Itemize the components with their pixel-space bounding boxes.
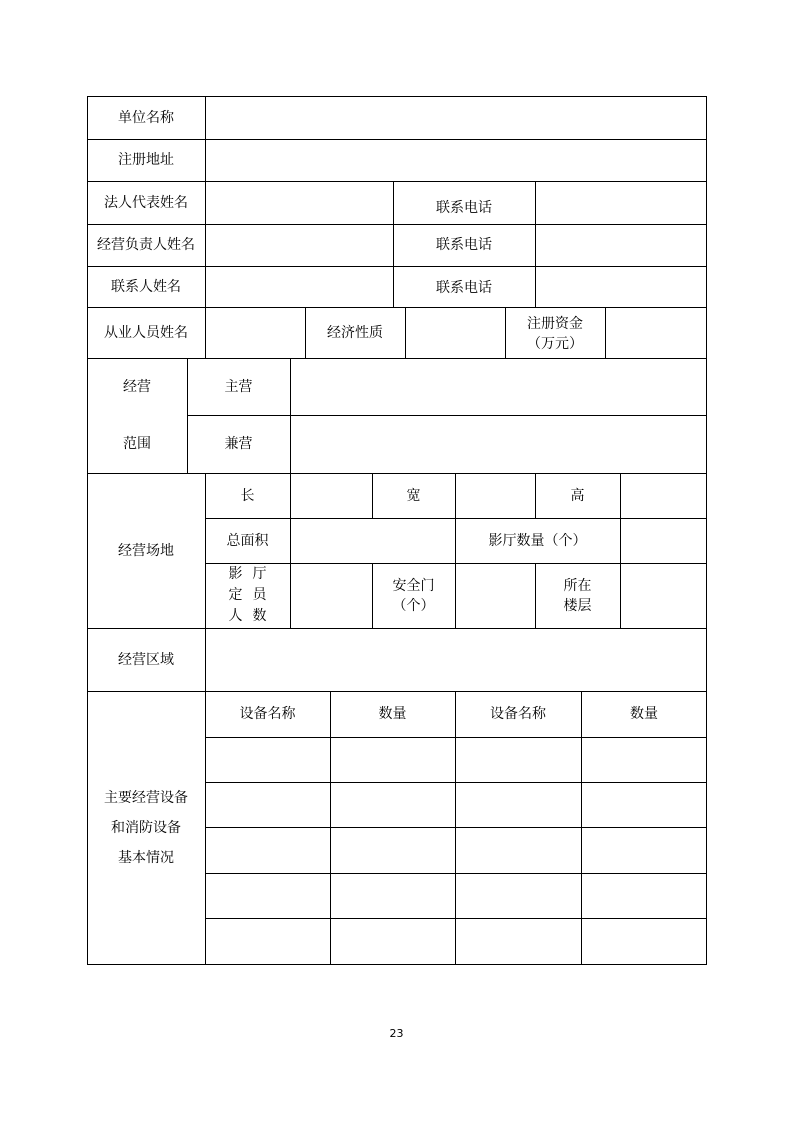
biz-manager-field[interactable] — [206, 225, 393, 266]
biz-scope-label-bottom: 范围 — [123, 436, 151, 452]
width-field[interactable] — [456, 474, 535, 518]
reg-capital-field[interactable] — [606, 308, 706, 358]
hall-capacity-char: 定 — [228, 587, 243, 603]
length-label: 长 — [240, 487, 255, 504]
safety-door-label-line2: （个） — [392, 597, 435, 614]
reg-address-field[interactable] — [206, 140, 706, 181]
biz-manager-label: 经营负责人姓名 — [97, 237, 195, 253]
hall-capacity-char: 人 — [228, 608, 243, 624]
hall-count-field[interactable] — [621, 519, 706, 563]
safety-door-label — [372, 563, 455, 628]
unit-name-field[interactable] — [206, 97, 706, 139]
equip-row[interactable] — [206, 874, 706, 918]
hall-count-label: 影厅数量（个） — [488, 532, 587, 549]
length-field[interactable] — [291, 474, 372, 518]
phone-field-2[interactable] — [536, 225, 706, 266]
hall-capacity-char: 员 — [252, 587, 267, 603]
venue-label: 经营场地 — [118, 542, 174, 559]
biz-area-field[interactable] — [206, 629, 706, 691]
floor-label-line1: 所在 — [563, 577, 592, 594]
hall-capacity-label — [205, 563, 290, 628]
phone-label-3: 联系电话 — [436, 279, 492, 296]
equipment-label — [87, 691, 205, 965]
equipment-label-line3: 基本情况 — [118, 850, 174, 866]
contact-name-field[interactable] — [206, 267, 393, 307]
equipment-label-line2: 和消防设备 — [111, 820, 181, 836]
main-biz-label: 主营 — [224, 378, 253, 395]
staff-name-label: 从业人员姓名 — [104, 324, 188, 341]
page-number: 23 — [389, 1027, 404, 1040]
biz-scope-label-top: 经营 — [123, 378, 151, 395]
safety-door-label-line1: 安全门 — [392, 577, 435, 594]
staff-name-field[interactable] — [206, 308, 305, 358]
hall-capacity-field[interactable] — [291, 564, 372, 628]
total-area-field[interactable] — [291, 519, 455, 563]
legal-rep-label: 法人代表姓名 — [104, 194, 188, 211]
equip-row[interactable] — [206, 783, 706, 827]
hall-capacity-char: 厅 — [252, 566, 267, 582]
main-biz-field[interactable] — [291, 359, 706, 415]
floor-field[interactable] — [621, 564, 706, 628]
reg-capital-label-line1: 注册资金 — [527, 315, 583, 332]
biz-area-label: 经营区域 — [118, 651, 174, 668]
width-label: 宽 — [406, 487, 421, 504]
phone-field-1[interactable] — [536, 182, 706, 224]
phone-label-2: 联系电话 — [436, 237, 492, 253]
hall-capacity-char: 影 — [228, 566, 243, 582]
contact-name-label: 联系人姓名 — [111, 278, 181, 295]
equip-name-header-1: 设备名称 — [239, 706, 296, 722]
equip-row[interactable] — [206, 738, 706, 782]
side-biz-field[interactable] — [291, 416, 706, 473]
side-biz-label: 兼营 — [224, 436, 253, 452]
econ-nature-field[interactable] — [406, 308, 505, 358]
equipment-label-line1: 主要经营设备 — [104, 790, 188, 806]
total-area-label: 总面积 — [226, 532, 269, 549]
phone-field-3[interactable] — [536, 267, 706, 307]
equip-row[interactable] — [206, 828, 706, 873]
unit-name-label: 单位名称 — [118, 109, 174, 126]
reg-address-label: 注册地址 — [118, 152, 174, 168]
floor-label — [535, 563, 620, 628]
legal-rep-field[interactable] — [206, 182, 393, 224]
height-field[interactable] — [621, 474, 706, 518]
floor-label-line2: 楼层 — [563, 597, 592, 614]
safety-door-field[interactable] — [456, 564, 535, 628]
equip-qty-header-1: 数量 — [378, 706, 407, 722]
reg-capital-label-line2: （万元） — [527, 335, 583, 352]
equip-qty-header-2: 数量 — [630, 706, 658, 722]
equip-name-header-2: 设备名称 — [490, 706, 546, 722]
equip-row[interactable] — [206, 919, 706, 964]
reg-capital-label — [505, 309, 605, 358]
phone-label-1: 联系电话 — [436, 199, 492, 216]
econ-nature-label: 经济性质 — [327, 324, 383, 341]
height-label: 高 — [570, 487, 585, 504]
hall-capacity-char: 数 — [252, 608, 267, 624]
